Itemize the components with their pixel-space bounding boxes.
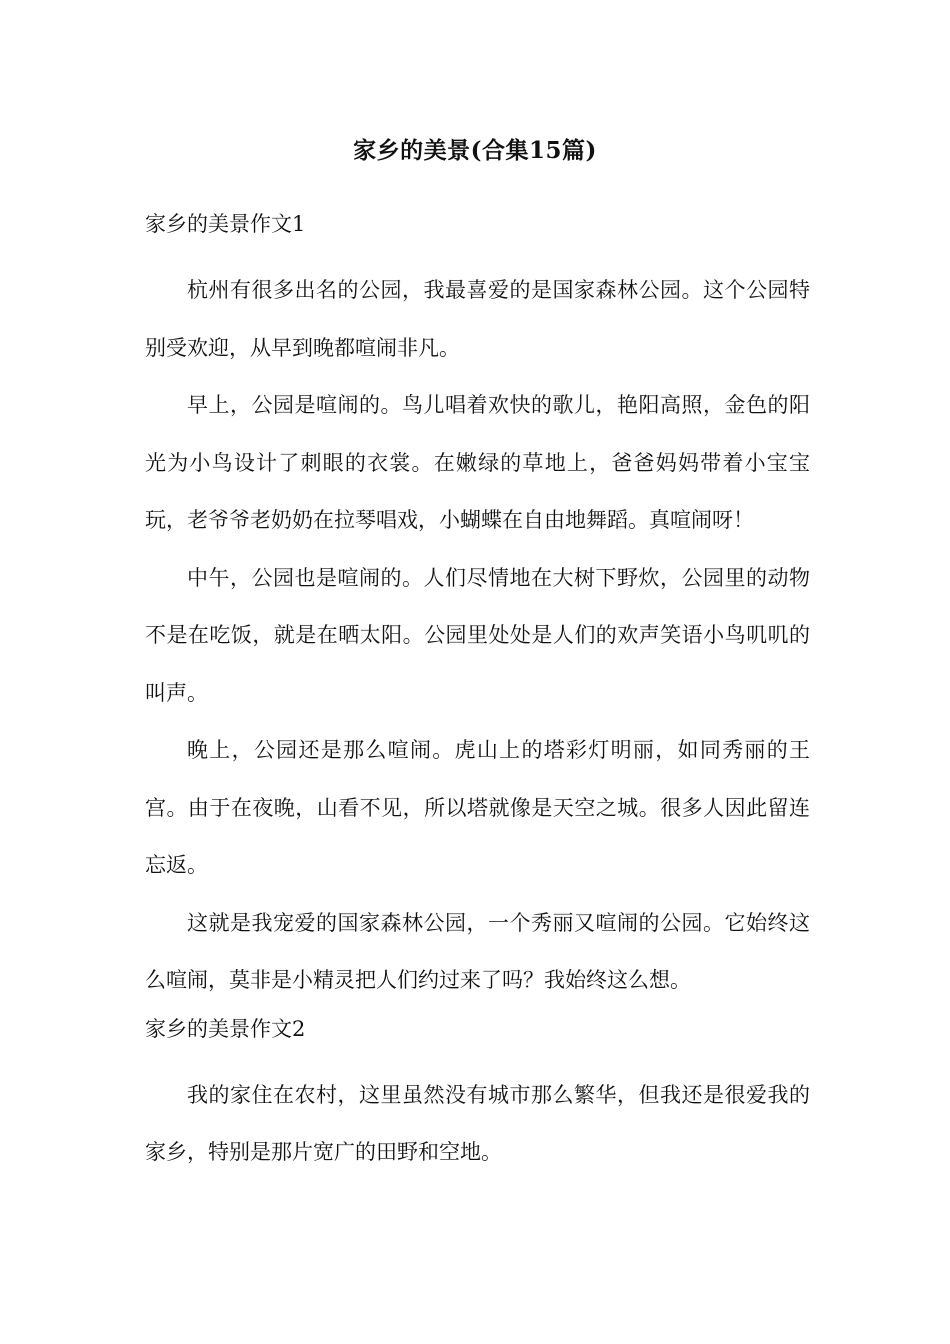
- document-body: [145, 205, 810, 1182]
- paragraph: 杭州有很多出名的公园，我最喜爱的是国家森林公园。这个公园特别受欢迎，从早到晚都喧闹非凡。: [145, 278, 810, 360]
- paragraph: 这就是我宠爱的国家森林公园，一个秀丽又喧闹的公园。它始终这么喧闹，莫非是小精灵把人们约过来了吗？我始终这么想。: [145, 910, 810, 992]
- paragraph: 我的家住在农村，这里虽然没有城市那么繁华，但我还是很爱我的家乡，特别是那片宽广的田野和空地。: [145, 1082, 810, 1164]
- paragraph: 早上，公园是喧闹的。鸟儿唱着欢快的歌儿，艳阳高照，金色的阳光为小鸟设计了刺眼的衣裳。在嫩绿的草地上，爸爸妈妈带着小宝宝玩，老爷爷老奶奶在拉琴唱戏，小蝴蝶在自由地舞蹈。真喧闹呀！: [145, 393, 810, 532]
- section-heading-1: 家乡的美景作文1: [145, 212, 306, 236]
- document-title: 家乡的美景(合集15篇): [353, 137, 597, 164]
- paragraph: 中午，公园也是喧闹的。人们尽情地在大树下野炊，公园里的动物不是在吃饭，就是在晒太阳。公园里处处是人们的欢声笑语小鸟叽叽的叫声。: [145, 565, 810, 705]
- paragraph: 晚上，公园还是那么喧闹。虎山上的塔彩灯明丽，如同秀丽的王宫。由于在夜晚，山看不见，所以塔就像是天空之城。很多人因此留连忘返。: [145, 738, 810, 877]
- section-heading-2: 家乡的美景作文2: [145, 1016, 306, 1041]
